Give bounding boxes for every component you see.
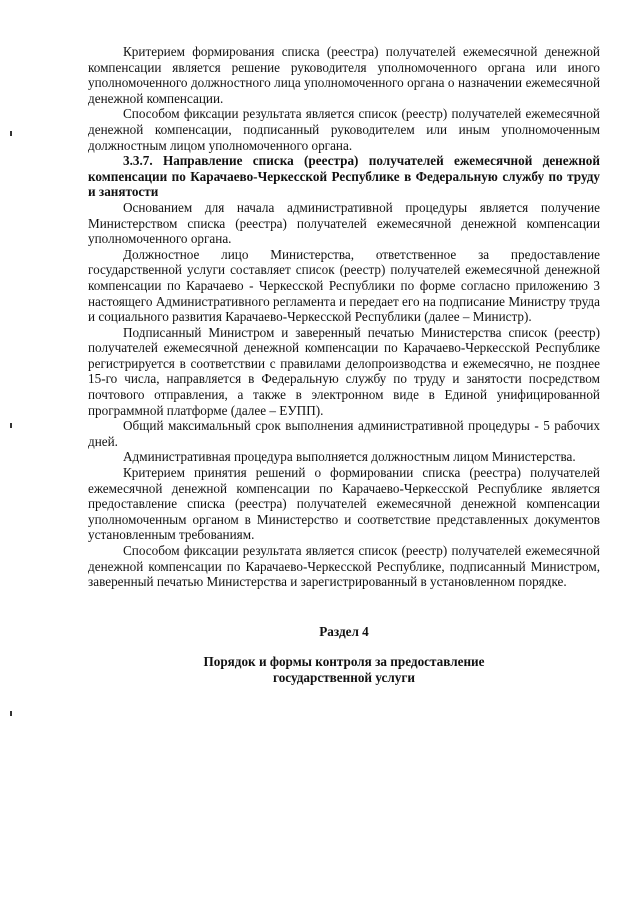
paragraph: Должностное лицо Министерства, ответственное за предоставление государственной услуги составляет список (реестр) получателей ежемесячной денежной компенсации по Карачаево - Черкесской Республики по форме согласно приложению 3 настоящего Административного регламента и передает его на подписание Министру труда и социального развития Карачаево-Черкесской Республики (далее – Министр). (88, 246, 600, 325)
section-title-line: государственной услуги (273, 669, 415, 685)
paragraph: Подписанный Министром и заверенный печатью Министерства список (реестр) получателей ежемесячной денежной компенсации по Карачаево-Черкесской Республике регистрируется в соответствии с правилами делопроизводства и ежемесячно, не позднее 15-го числа, направляется в Федеральную службу по труду и занятости посредством почтового отправления, а также в электронном виде в Единой унифицированной программной платформе (далее – ЕУПП). (88, 324, 600, 418)
margin-mark (10, 423, 12, 428)
section-label: Раздел 4 (319, 623, 369, 639)
subsection-heading: 3.3.7. Направление списка (реестра) получателей ежемесячной денежной компенсации по Карачаево-Черкесской Республике в Федеральную службу по труду и занятости (88, 153, 600, 200)
paragraph: Административная процедура выполняется должностным лицом Министерства. (123, 449, 576, 465)
paragraph: Способом фиксации результата является список (реестр) получателей ежемесячной денежной компенсации, подписанный руководителем или иным уполномоченным должностным лицом уполномоченного органа. (88, 106, 600, 153)
paragraph: Критерием формирования списка (реестра) получателей ежемесячной денежной компенсации является решение руководителя уполномоченного органа или иного уполномоченного должностного лица уполномоченного органа о назначении ежемесячной денежной компенсации. (88, 44, 600, 106)
document-body (88, 44, 600, 686)
paragraph: Способом фиксации результата является список (реестр) получателей ежемесячной денежной компенсации по Карачаево-Черкесской Республике, подписанный Министром, заверенный печатью Министерства и зарегистрированный в установленном порядке. (88, 543, 600, 590)
margin-mark (10, 711, 12, 716)
paragraph: Общий максимальный срок выполнения административной процедуры - 5 рабочих дней. (88, 418, 600, 449)
section-title-line: Порядок и формы контроля за предоставление (203, 654, 485, 670)
margin-mark (10, 131, 12, 136)
paragraph: Критерием принятия решений о формировании списка (реестра) получателей ежемесячной денежной компенсации по Карачаево-Черкесской Республике является предоставление списка (реестра) получателей ежемесячной денежной компенсации уполномоченным органом в Министерство и соответствие представленных документов установленным требованиям. (88, 465, 600, 543)
paragraph: Основанием для начала административной процедуры является получение Министерством списка (реестра) получателей ежемесячной денежной компенсации уполномоченного органа. (88, 199, 600, 247)
